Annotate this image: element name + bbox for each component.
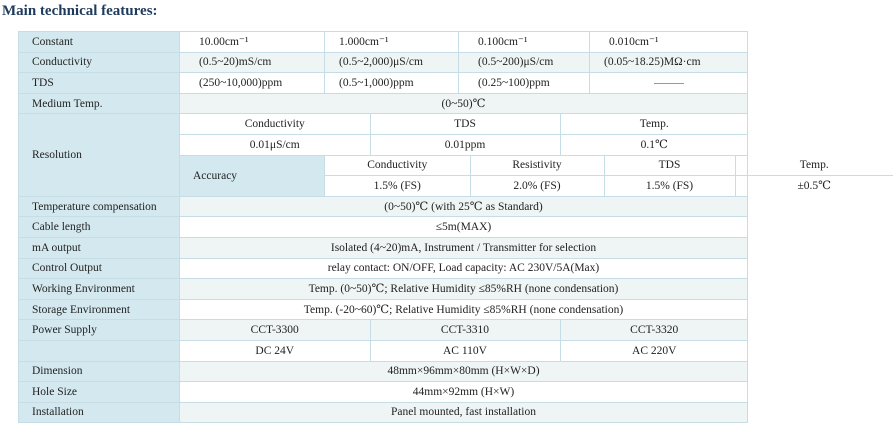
resolution-header-row [180, 114, 748, 134]
ma-output-value: Isolated (4~20)mA, Instrument / Transmitter for selection [180, 237, 748, 258]
power-models-row [180, 320, 748, 340]
constant-value: 0.100cm⁻¹ [459, 32, 590, 53]
accuracy-value: 1.5% (FS) [325, 176, 470, 196]
accuracy-header: Resistivity [470, 156, 604, 176]
constant-value: 10.00cm⁻¹ [180, 32, 325, 53]
accuracy-header: Temp. [799, 159, 829, 172]
table-row-power-values [19, 340, 748, 361]
resolution-block [180, 114, 748, 155]
cable-length-value: ≤5m(MAX) [180, 217, 748, 238]
table-row-power-supply [19, 320, 748, 341]
tds-value: (250~10,000)ppm [180, 73, 325, 94]
power-value: DC 24V [180, 341, 370, 361]
row-label: TDS [19, 73, 180, 94]
row-label: Control Output [19, 258, 180, 279]
row-label: Installation [19, 402, 180, 423]
resolution-value-row [180, 134, 748, 154]
table-row-tds [19, 73, 748, 94]
dash-line [654, 83, 684, 84]
tds-value: (0.5~1,000)ppm [325, 73, 459, 94]
power-models-block [180, 320, 748, 341]
power-values-block [180, 340, 748, 361]
accuracy-value-row [325, 176, 893, 196]
conductivity-value: (0.05~18.25)MΩ·cm [590, 52, 748, 73]
dimension-value: 48mm×96mm×80mm (H×W×D) [180, 361, 748, 382]
resolution-header: TDS [370, 114, 560, 134]
table-row-temp-compensation [19, 196, 748, 217]
tds-empty-dash [590, 73, 748, 94]
resolution-value: 0.01ppm [370, 134, 560, 154]
power-model: CCT-3320 [630, 324, 679, 337]
row-label-empty [19, 340, 180, 361]
table-row-installation [19, 402, 748, 423]
accuracy-header: Conductivity [325, 156, 470, 176]
power-model: CCT-3310 [370, 320, 560, 340]
table-row-storage-environment [19, 299, 748, 320]
table-row-working-environment [19, 279, 748, 300]
accuracy-subtable [325, 156, 893, 196]
row-label: Dimension [19, 361, 180, 382]
resolution-value: 0.01μS/cm [180, 134, 370, 154]
tds-value: (0.25~100)ppm [459, 73, 590, 94]
row-label: Conductivity [19, 52, 180, 73]
conductivity-value: (0.5~200)μS/cm [459, 52, 590, 73]
resolution-subtable [180, 114, 748, 154]
spec-table [18, 31, 832, 423]
resolution-value: 0.1℃ [560, 134, 748, 154]
table-row-resolution [19, 114, 748, 155]
page-title: Main technical features: [2, 3, 158, 19]
table-row-medium-temp [19, 93, 748, 114]
row-label: Temperature compensation [19, 196, 180, 217]
row-label: Cable length [19, 217, 180, 238]
row-label: Constant [19, 32, 180, 53]
temp-compensation-value: (0~50)℃ (with 25℃ as Standard) [180, 196, 748, 217]
hole-size-value: 44mm×92mm (H×W) [180, 382, 748, 403]
accuracy-block [325, 155, 832, 196]
table-row-conductivity [19, 52, 748, 73]
row-label: Resolution [19, 114, 180, 196]
row-label: Medium Temp. [19, 93, 180, 114]
table-row-cable-length [19, 217, 748, 238]
working-environment-value: Temp. (0~50)℃; Relative Humidity ≤85%RH (none condensation) [180, 279, 748, 300]
row-label: Working Environment [19, 279, 180, 300]
power-value: AC 220V [632, 344, 677, 357]
storage-environment-value: Temp. (-20~60)℃; Relative Humidity ≤85%RH (none condensation) [180, 299, 748, 320]
table-row-hole-size [19, 382, 748, 403]
table-row-dimension [19, 361, 748, 382]
row-label: mA output [19, 237, 180, 258]
power-values-subtable [180, 341, 748, 361]
power-values-row [180, 341, 748, 361]
resolution-header: Temp. [639, 118, 669, 131]
constant-value: 0.010cm⁻¹ [590, 32, 748, 53]
accuracy-value: ±0.5℃ [735, 176, 893, 196]
table-row-ma-output [19, 237, 748, 258]
conductivity-value: (0.5~2,000)μS/cm [325, 52, 459, 73]
accuracy-value: 1.5% (FS) [604, 176, 735, 196]
constant-value: 1.000cm⁻¹ [325, 32, 459, 53]
row-label: Hole Size [19, 382, 180, 403]
power-models-subtable [180, 320, 748, 340]
conductivity-value: (0.5~20)mS/cm [180, 52, 325, 73]
control-output-value: relay contact: ON/OFF, Load capacity: AC 230V/5A(Max) [180, 258, 748, 279]
accuracy-value: 2.0% (FS) [470, 176, 604, 196]
medium-temp-value: (0~50)℃ [180, 93, 748, 114]
table-row-control-output [19, 258, 748, 279]
row-label: Storage Environment [19, 299, 180, 320]
row-label: Power Supply [19, 320, 180, 341]
accuracy-header-row [325, 156, 893, 176]
resolution-header: Conductivity [180, 114, 370, 134]
row-label: Accuracy [180, 155, 325, 196]
accuracy-header: TDS [604, 156, 735, 176]
power-model: CCT-3300 [180, 320, 370, 340]
table-row-constant [19, 32, 748, 53]
installation-value: Panel mounted, fast installation [180, 402, 748, 423]
power-value: AC 110V [370, 341, 560, 361]
